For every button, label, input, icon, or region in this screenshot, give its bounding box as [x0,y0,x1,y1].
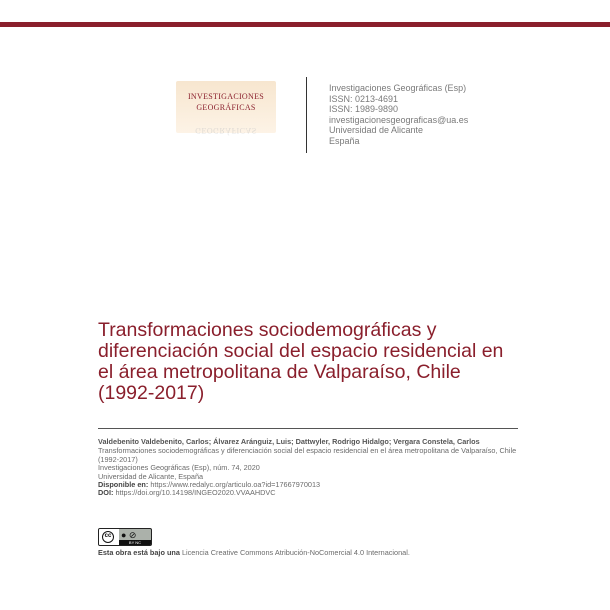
citation-publisher: Universidad de Alicante, España [98,471,204,481]
journal-country: España [329,135,360,146]
doi-label: DOI: [98,488,114,498]
logo-text-line2: GEOGRÁFICAS [196,103,256,112]
available-label: Disponible en: [98,480,149,490]
header-divider [306,77,307,153]
doi-link[interactable]: https://doi.org/10.14198/INGEO2020.VVAAHDVC [115,488,276,498]
available-link[interactable]: https://www.redalyc.org/articulo.oa?id=17667970013 [150,480,321,490]
citation-block [98,438,518,498]
cc-terms: BY NC [119,540,151,545]
top-accent-bar [0,22,610,27]
journal-issn-online: ISSN: 1989-9890 [329,104,399,114]
logo-reflection: GEOGRÁFICAS [195,126,257,135]
journal-info [329,83,468,146]
journal-issn-print: ISSN: 0213-4691 [329,93,399,104]
citation-article: Transformaciones sociodemográficas y diferenciación social del espacio residencial en el área metropolitana de Valparaíso, Chile (1992-2017) [98,446,517,464]
citation-authors: Valdebenito Valdebenito, Carlos; Álvarez Aránguiz, Luis; Dattwyler, Rodrigo Hidalgo; Vergara Constela, Carlos [98,437,480,446]
by-nc-icons: ● ⊘ [121,530,137,540]
logo-text-line1: INVESTIGACIONES [187,92,265,101]
journal-name: Investigaciones Geográficas (Esp) [329,83,467,93]
license-prefix: Esta obra está bajo una [98,548,180,557]
citation-journal: Investigaciones Geográficas (Esp), núm. 74, 2020 [98,463,260,473]
article-title: Transformaciones sociodemográficas y diferenciación social del espacio residencial en el área metropolitana de Valparaíso, Chile (1992-2017) [98,319,504,404]
cc-by-nc-badge-icon[interactable] [98,528,152,546]
cc-icon: cc [102,531,114,543]
journal-publisher: Universidad de Alicante [329,125,424,135]
license-link[interactable]: Licencia Creative Commons Atribución-NoComercial 4.0 Internacional. [181,548,410,557]
journal-email[interactable]: investigacionesgeograficas@ua.es [329,114,469,125]
license-statement [98,548,538,557]
citation-doi [98,489,518,497]
title-rule [98,428,518,429]
